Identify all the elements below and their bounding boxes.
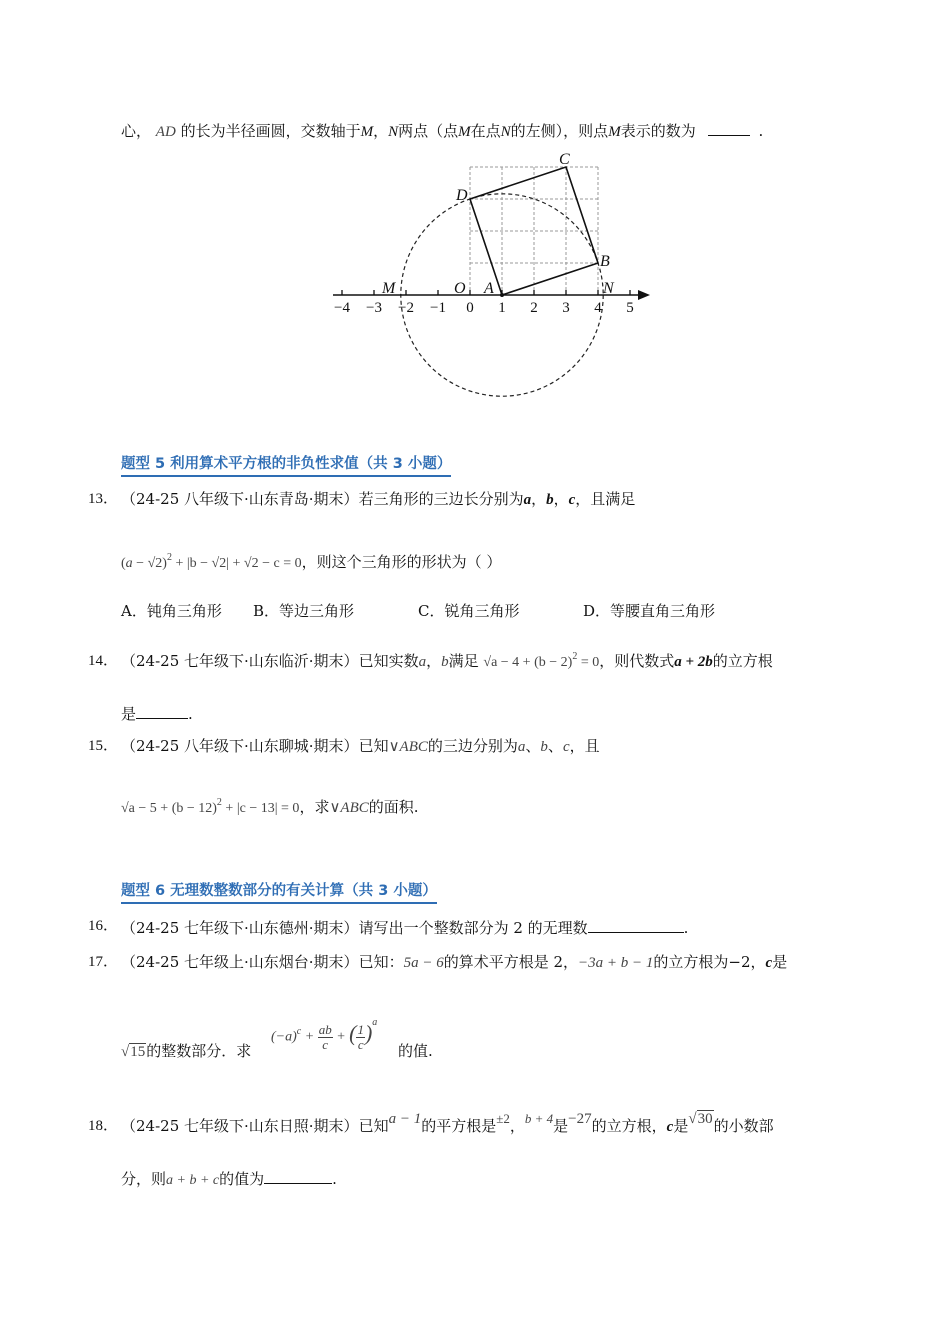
axis-arrow <box>638 290 650 300</box>
expr-part: (−a) <box>271 1029 297 1045</box>
var-m: M <box>458 124 471 140</box>
var-a: a <box>517 739 526 755</box>
tick-label: −1 <box>430 300 446 316</box>
var-m: M <box>360 124 374 140</box>
text: 请写出一个整数部分为 2 的无理数 <box>358 919 588 937</box>
sqrt-30: √30 <box>688 1111 713 1127</box>
fraction-ab-c <box>318 1023 333 1052</box>
value: −27 <box>568 1111 592 1127</box>
text: ，则代数式 <box>599 652 675 670</box>
expr: 5a − 6 <box>403 955 444 971</box>
var-n: N <box>388 124 399 140</box>
q17-line2 <box>121 1016 433 1062</box>
q15-line1 <box>121 736 600 757</box>
text: 在点 <box>470 122 501 140</box>
tick-label: −3 <box>366 300 382 316</box>
value: ±2 <box>496 1111 510 1126</box>
text: 、 <box>525 737 541 755</box>
number-line-figure <box>325 150 660 400</box>
eq-part: √a − 5 + (b − 12) <box>121 801 217 816</box>
label-c: C <box>559 151 570 168</box>
option-a[interactable]: A．钝角三角形 <box>121 602 222 620</box>
q16-line <box>121 916 688 938</box>
triangle-abc: ∨ABC <box>329 800 369 816</box>
section-title: 题型 6 无理数整数部分的有关计算（共 3 小题） <box>121 883 437 899</box>
text: 两点（点 <box>398 122 459 140</box>
tick-label: 0 <box>466 300 474 316</box>
q15-number: 15． <box>88 738 119 754</box>
var-b: b <box>441 654 449 670</box>
text: ，且 <box>569 737 600 755</box>
text: 已知 <box>358 1117 389 1135</box>
text: 已知 <box>358 737 389 755</box>
answer-blank[interactable] <box>264 1167 332 1184</box>
text: 的小数部 <box>713 1117 774 1135</box>
q17-expression: $(-a)^c$ + $\frac{ab}{c}$ + ( $\frac{1}{c}$ )$^a$ <box>271 1016 378 1052</box>
source: （24-25 七年级下·山东日照·期末） <box>121 1117 359 1135</box>
var-c: c <box>562 739 570 755</box>
text: ， <box>531 490 547 508</box>
tick-label: −2 <box>398 300 414 316</box>
text: ，求 <box>299 798 330 816</box>
plus: + <box>336 1029 346 1045</box>
q18-number: 18． <box>88 1118 119 1134</box>
text: 是 <box>772 953 788 971</box>
var-c: c <box>666 1119 674 1135</box>
label-b: B <box>600 253 610 270</box>
q14-number: 14． <box>88 653 119 669</box>
label-o: O <box>454 280 466 297</box>
var-b: b <box>540 739 548 755</box>
math-ad: AD <box>155 124 176 140</box>
var-a: a <box>523 492 532 508</box>
option-b[interactable]: B．等边三角形 <box>253 602 355 620</box>
text: 的立方根， <box>591 1117 667 1135</box>
q18-line1 <box>121 1111 774 1137</box>
heading-underline <box>121 475 451 477</box>
numerator: 1 <box>357 1022 364 1037</box>
var-c: c <box>568 492 576 508</box>
text: . <box>188 705 193 723</box>
text: ， <box>373 122 389 140</box>
numerator: ab <box>318 1022 332 1037</box>
answer-blank[interactable] <box>588 916 684 933</box>
section-title: 题型 5 利用算术平方根的非负性求值（共 3 小题） <box>121 456 452 472</box>
text: . <box>683 919 689 937</box>
q13-equation: $(a - √2)^2 + |b - √2| + √2 - c = 0$ <box>121 552 302 571</box>
expr: a + b + c <box>166 1173 220 1188</box>
q13-line2 <box>121 552 501 575</box>
text: 的左侧），则点 <box>510 122 609 140</box>
text: ， <box>509 1117 525 1135</box>
section-6-heading <box>121 881 437 901</box>
tick-label: 5 <box>626 300 634 316</box>
q14-equation <box>483 651 600 670</box>
tick-label: 4 <box>594 300 602 316</box>
section-5-heading <box>121 454 451 474</box>
text: 心， <box>121 122 152 140</box>
text: 的平方根是 <box>421 1117 497 1135</box>
heading-underline <box>121 902 437 904</box>
eq-part: − √2 <box>132 556 163 571</box>
eq-var: a <box>125 556 133 571</box>
text: . <box>758 122 764 140</box>
source: （24-25 七年级上·山东烟台·期末） <box>121 953 359 971</box>
text: 已知： <box>358 953 404 971</box>
eq-part: √a − 4 + (b − 2) <box>483 655 573 670</box>
eq-exp: 2 <box>572 651 578 662</box>
sqrt-15: √15 <box>121 1044 146 1060</box>
triangle-abc: ∨ABC <box>388 739 428 755</box>
label-n: N <box>603 280 614 297</box>
label-m: M <box>382 280 396 297</box>
q18-line2 <box>121 1167 337 1191</box>
tick-label: 3 <box>562 300 570 316</box>
text: 、 <box>547 737 563 755</box>
expr: a + 2b <box>674 654 713 670</box>
q15-line2 <box>121 797 419 820</box>
text: 的值为 <box>219 1170 265 1188</box>
text: ， <box>553 490 569 508</box>
q16-number: 16． <box>88 918 119 934</box>
text: 的算术平方根是 2， <box>443 953 579 971</box>
text: 是 <box>553 1117 569 1135</box>
top-line <box>121 119 763 142</box>
var-b: b <box>546 492 554 508</box>
expr: a − 1 <box>388 1111 422 1127</box>
tick-label: 2 <box>530 300 538 316</box>
text: . <box>332 1170 337 1188</box>
eq-exp: 2 <box>216 797 222 808</box>
label-a: A <box>484 280 494 297</box>
q17-line1 <box>121 952 787 973</box>
text: 是 <box>673 1117 689 1135</box>
text: 已知实数 <box>358 652 419 670</box>
eq-part: + |c − 13| = 0 <box>221 801 300 816</box>
text: 的面积. <box>368 798 419 816</box>
text: ，且满足 <box>575 490 636 508</box>
expr-exp: a <box>372 1016 378 1028</box>
expr: b + 4 <box>524 1111 554 1126</box>
q17-number: 17． <box>88 954 119 970</box>
text: ， <box>426 652 442 670</box>
text: 满足 <box>448 652 479 670</box>
text: 表示的数为 <box>620 122 696 140</box>
text: 是 <box>121 705 137 723</box>
option-c[interactable]: C．锐角三角形 <box>418 602 520 620</box>
q13-line1 <box>121 489 635 510</box>
q14-line2 <box>121 702 193 724</box>
tick-label: −4 <box>334 300 350 316</box>
source: （24-25 七年级下·山东德州·期末） <box>121 919 359 937</box>
answer-blank[interactable] <box>708 119 750 136</box>
text: 的整数部分．求 <box>146 1042 252 1060</box>
radicand: 15 <box>130 1044 146 1060</box>
plus: + <box>304 1029 315 1045</box>
var-n: N <box>500 124 511 140</box>
source: （24-25 七年级下·山东临沂·期末） <box>121 652 359 670</box>
option-d[interactable]: D．等腰直角三角形 <box>583 602 716 620</box>
text: ，则这个三角形的形状为（ ） <box>301 553 502 571</box>
source: （24-25 八年级下·山东聊城·期末） <box>121 737 359 755</box>
text: 的立方根 <box>712 652 773 670</box>
text: 的三边分别为 <box>427 737 518 755</box>
grid <box>470 167 598 295</box>
fraction-1-c <box>356 1023 365 1052</box>
q13-number: 13． <box>88 491 119 507</box>
var-c: c <box>765 955 773 971</box>
text: 的值. <box>398 1042 433 1060</box>
answer-blank[interactable] <box>136 702 188 719</box>
var-m: M <box>608 124 621 140</box>
eq-part: + |b − √2| + √2 − c = 0 <box>171 556 302 571</box>
var-a: a <box>418 654 427 670</box>
denominator: c <box>322 1037 329 1052</box>
text: 的立方根为−2， <box>653 953 766 971</box>
square-abcd <box>470 167 598 295</box>
text: 的长为半径画圆，交数轴于 <box>180 122 361 140</box>
q14-line1 <box>121 651 773 674</box>
expr: −3a + b − 1 <box>578 955 654 971</box>
eq-part: = 0 <box>577 655 600 670</box>
label-d: D <box>456 187 468 204</box>
radicand: 30 <box>697 1111 713 1127</box>
point-a-dot <box>500 293 504 297</box>
q15-equation <box>121 797 300 816</box>
text: 若三角形的三边长分别为 <box>358 490 524 508</box>
expr-exp: c <box>296 1025 302 1037</box>
tick-label: 1 <box>498 300 506 316</box>
denominator: c <box>357 1037 364 1052</box>
source: （24-25 八年级下·山东青岛·期末） <box>121 490 359 508</box>
text: 分，则 <box>121 1170 167 1188</box>
